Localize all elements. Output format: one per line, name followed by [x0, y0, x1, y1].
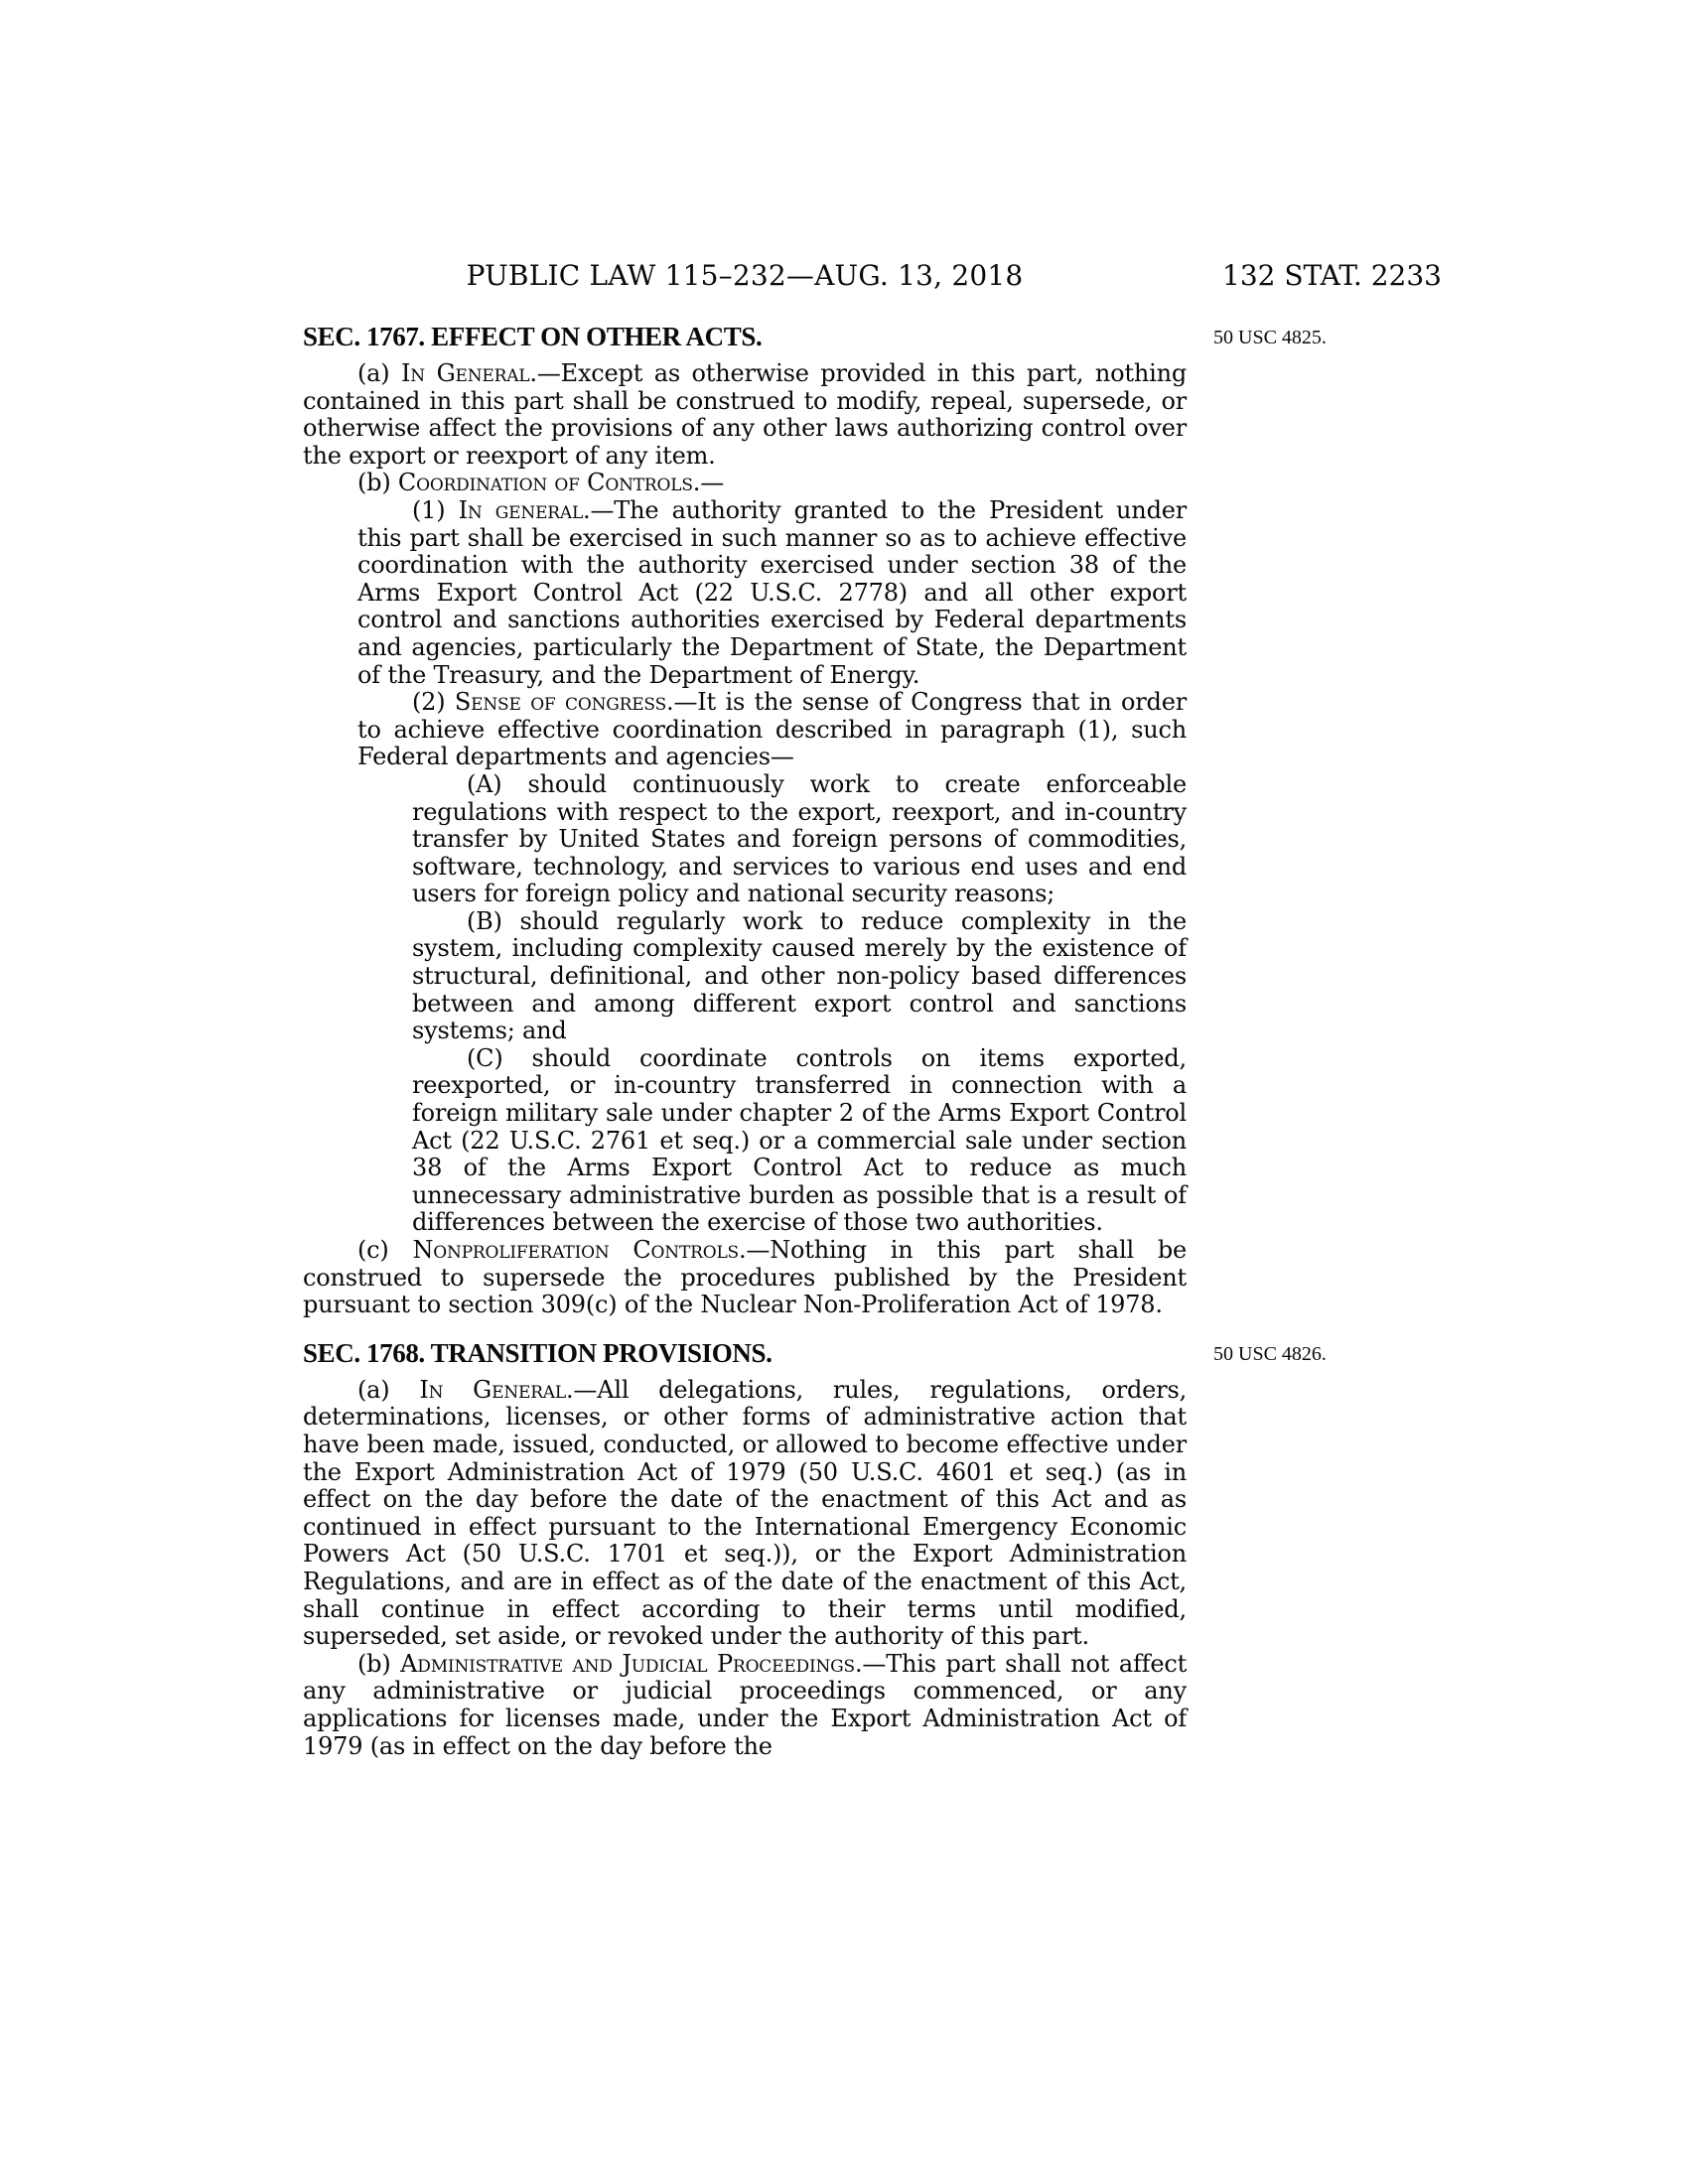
small-caps-run: Administrative and Judicial Proceedings: [400, 1649, 855, 1678]
text-run: (B) should regularly work to reduce complexity in the system, including complexity caused merely by the existence of structural, definitional, and other non-policy based differences between and among different export control and sanctions systems; and: [412, 906, 1187, 1045]
law-title: PUBLIC LAW 115–232—AUG. 13, 2018: [466, 259, 1024, 292]
statute-paragraph: [303, 908, 1187, 1045]
text-run: (b): [357, 469, 398, 497]
text-run: (1): [412, 495, 459, 524]
small-caps-run: In General: [401, 359, 530, 387]
running-header: [303, 260, 1442, 292]
stat-page-number: 132 STAT. 2233: [1222, 259, 1442, 292]
text-run: (b): [357, 1649, 401, 1678]
text-run: .—This part shall not affect any administrative or judicial proceedings commenced, or any applications for licenses made, under the Export Administration Act of 1979 (as in effect on the day before the: [303, 1649, 1188, 1760]
small-caps-run: Sense of congress: [454, 688, 667, 717]
text-run: .—Nothing in this part shall be construed to supersede the procedures published by the President pursuant to section 309(c) of the Nuclear Non-Proliferation Act of 1978.: [303, 1236, 1188, 1319]
small-caps-run: Coordination of Controls: [397, 469, 693, 497]
small-caps-run: In general: [458, 495, 584, 524]
statute-paragraph: [303, 771, 1187, 908]
statute-section: [303, 323, 1442, 1319]
section-heading-row: [303, 1337, 1327, 1368]
text-run: .—: [692, 469, 725, 497]
page-content: [303, 0, 1442, 1760]
text-run: (c): [357, 1236, 413, 1264]
statute-paragraph: [303, 689, 1187, 771]
statute-paragraph: [303, 1045, 1187, 1237]
margin-note: 50 USC 4826.: [1213, 1342, 1327, 1365]
section-heading-row: [303, 322, 1327, 351]
text-run: .—Except as otherwise provided in this part, nothing contained in this part shall be construed to modify, repeal, supersede, or otherwise affect the provisions of any other laws authorizing control over the export or reexport of any item.: [303, 359, 1188, 470]
small-caps-run: Nonproliferation Controls: [412, 1236, 739, 1264]
text-run: .—All delegations, rules, regulations, orders, determinations, licenses, or other forms of administrative action that have been made, issued, conducted, or allowed to become effective under the Export Administration Act of 1979 (50 U.S.C. 4601 et seq.) (as in effect on the day before the date of the enactment of this Act and as continued in effect pursuant to the International Emergency Economic Powers Act (50 U.S.C. 1701 et seq.)), or the Export Administration Regulations, and are in effect as of the date of the enactment of this Act, shall continue in effect according to their terms until modified, superseded, set aside, or revoked under the authority of this part.: [303, 1375, 1187, 1651]
section-body: [303, 360, 1187, 1319]
sections: [303, 323, 1442, 1760]
statute-paragraph: [303, 1651, 1187, 1760]
small-caps-run: In General: [419, 1375, 566, 1404]
statute-paragraph: [303, 1237, 1187, 1319]
text-run: .—It is the sense of Congress that in order to achieve effective coordination described in paragraph (1), such Federal departments and agencies—: [357, 688, 1187, 771]
statute-paragraph: [303, 470, 1187, 497]
statute-paragraph: [303, 1377, 1187, 1651]
section-body: [303, 1377, 1187, 1760]
text-run: (2): [412, 688, 455, 717]
text-run: (A) should continuously work to create enforceable regulations with respect to the export, reexport, and in-country transfer by United States and foreign persons of commodities, software, technology, and services to various end uses and end users for foreign policy and national security reasons;: [412, 769, 1187, 908]
section-heading: SEC. 1767. EFFECT ON OTHER ACTS.: [303, 322, 763, 351]
section-heading: SEC. 1768. TRANSITION PROVISIONS.: [303, 1337, 773, 1368]
margin-note: 50 USC 4825.: [1213, 327, 1327, 348]
statute-section: [303, 1339, 1442, 1760]
text-run: (C) should coordinate controls on items exported, reexported, or in-country transferred in connection with a foreign military sale under chapter 2 of the Arms Export Control Act (22 U.S.C. 2761 et seq.) or a commercial sale under section 38 of the Arms Export Control Act to reduce as much unnecessary administrative burden as possible that is a result of differences between the exercise of those two authorities.: [412, 1043, 1187, 1237]
text-run: (a): [357, 1375, 420, 1404]
text-run: (a): [357, 359, 402, 387]
statute-paragraph: [303, 497, 1187, 689]
statute-paragraph: [303, 360, 1187, 470]
text-run: .—The authority granted to the President under this part shall be exercised in such manner so as to achieve effective coordination with the authority exercised under section 38 of the Arms Export Control Act (22 U.S.C. 2778) and all other export control and sanctions authorities exercised by Federal departments and agencies, particularly the Department of State, the Department of the Treasury, and the Department of Energy.: [357, 495, 1188, 689]
